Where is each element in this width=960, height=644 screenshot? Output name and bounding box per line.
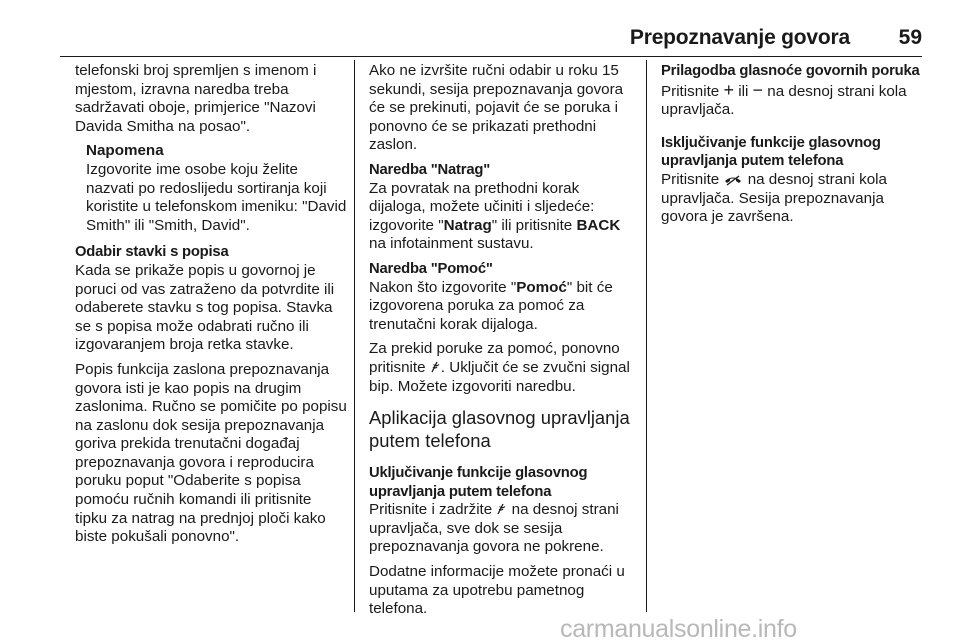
back-paragraph: Za povratak na prethodni korak dijaloga, možete učiniti i sljedeće: izgovorite "Natrag" ili pritisnite BACK na infotainment sustavu. xyxy=(369,179,621,253)
disable-voice-paragraph: Pritisnite na desnoj strani kola upravljača. Sesija prepoznavanja govora je završena. xyxy=(661,170,887,226)
column-3 xyxy=(661,62,929,233)
heading-disable-voice: Isključivanje funkcije glasovnog upravljanja putem telefona xyxy=(661,134,881,170)
column-1 xyxy=(75,62,347,553)
intro-paragraph: telefonski broj spremljen s imenom i mjestom, izravna naredba treba sadržavati oboje, primjerice "Nazovi Davida Smitha na posao". xyxy=(75,62,317,135)
back-key: BACK xyxy=(576,216,621,234)
note-title: Napomena xyxy=(86,142,164,160)
column-divider-1 xyxy=(354,60,355,612)
phone-hangup-icon xyxy=(723,174,743,186)
heading-select-list: Odabir stavki s popisa xyxy=(75,244,229,261)
page-title: Prepoznavanje govora xyxy=(629,26,850,49)
help-paragraph: Nakon što izgovorite "Pomoć" bit će izgovorena poruka za pomoć za trenutačni korak dijaloga. xyxy=(369,278,613,333)
note-box xyxy=(86,142,347,235)
select-paragraph-2: Popis funkcija zaslona prepoznavanja govora isti je kao popis na drugim zaslonima. Ručno se pomičite po popisu na zaslonu dok sesija prepoznavanja goriva prekida trenutačni događaj prepoznavanja govora i reproducira poruku poput "Odaberite s popisa pomoću ručnih komandi ili pritisnite tipku za natrag na prednjoj ploči kako biste pokušali ponovno". xyxy=(75,360,347,546)
column-2 xyxy=(369,62,637,625)
note-text: Izgovorite ime osobe koju želite nazvati po redoslijedu sortiranja koji koristite u telefonskom imeniku: "David Smith" ili "Smith, David". xyxy=(86,160,347,234)
page-number: 59 xyxy=(898,26,922,49)
section-title-phone-voice: Aplikacija glasovnog upravljanja putem telefona xyxy=(369,407,630,452)
more-info-paragraph: Dodatne informacije možete pronaći u uputama za upotrebu pametnog telefona. xyxy=(369,563,625,618)
back-word: Natrag xyxy=(443,216,492,234)
select-paragraph-1: Kada se prikaže popis u govornoj je poruci od vas zatraženo da potvrdite ili odaberete stavku s tog popisa. Stavka se s popisa može odabrati ručno ili izgovaranjem broja retka stavke. xyxy=(75,261,335,354)
heading-back-command: Naredba "Natrag" xyxy=(369,161,491,178)
interrupt-paragraph: Za prekid poruke za pomoć, ponovno pritisnite . Uključit će se zvučni signal bip. Možete izgovoriti naredbu. xyxy=(369,340,630,395)
heading-help-command: Naredba "Pomoć" xyxy=(369,260,493,277)
watermark: carmanualsonline.info xyxy=(560,615,797,643)
minus-icon: − xyxy=(752,79,764,100)
voice-command-icon xyxy=(430,360,441,374)
page-header xyxy=(60,26,922,56)
enable-voice-paragraph: Pritisnite i zadržite na desnoj strani upravljača, sve dok se sesija prepoznavanja govora ne pokrene. xyxy=(369,501,619,556)
help-word: Pomoć xyxy=(516,278,567,296)
plus-icon: + xyxy=(723,79,734,100)
volume-paragraph: Pritisnite + ili − na desnoj strani kola upravljača. xyxy=(661,79,907,119)
manual-timeout-paragraph: Ako ne izvršite ručni odabir u roku 15 sekundi, sesija prepoznavanja govora će se prekinuti, pojavit će se poruka i ponovno će se prikazati prethodni zaslon. xyxy=(369,62,624,154)
header-rule xyxy=(60,56,922,57)
column-divider-2 xyxy=(646,60,647,612)
voice-command-icon xyxy=(496,502,507,516)
heading-volume: Prilagodba glasnoće govornih poruka xyxy=(661,63,920,79)
heading-enable-voice: Uključivanje funkcije glasovnog upravljanja putem telefona xyxy=(369,465,588,500)
